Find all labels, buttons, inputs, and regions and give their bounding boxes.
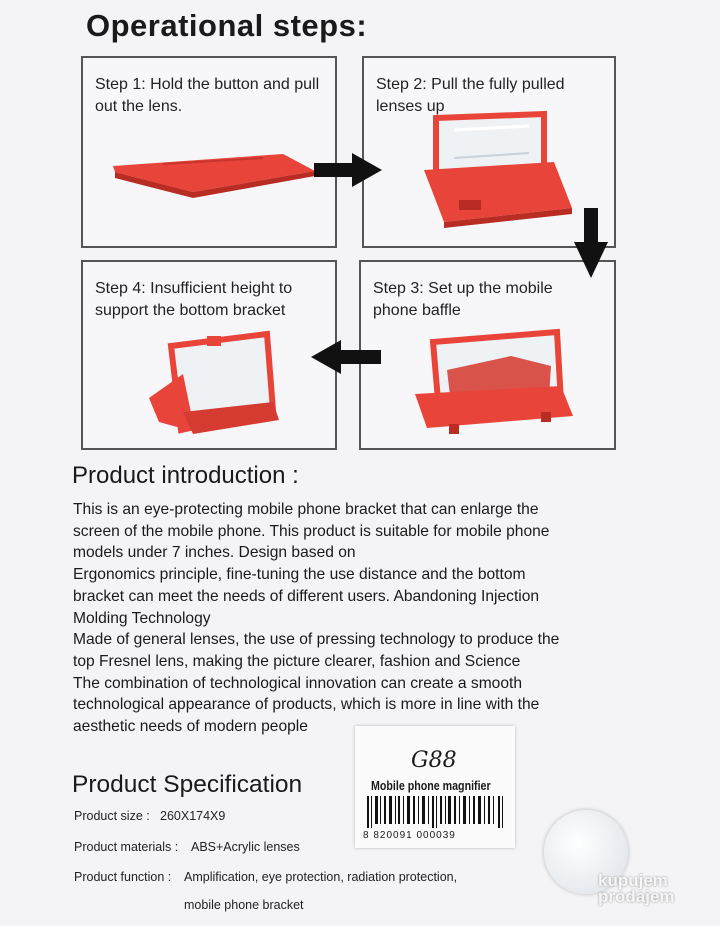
intro-line: aesthetic needs of modern people xyxy=(73,718,308,736)
watermark xyxy=(598,873,675,905)
intro-line: technological appearance of products, which is more in line with the xyxy=(73,696,540,714)
step-2-label: Step 2: Pull the fully pulled lenses up xyxy=(376,76,565,115)
intro-line: models under 7 inches. Design based on xyxy=(73,544,356,562)
intro-line: The combination of technological innovation can create a smooth xyxy=(73,674,523,692)
step-1-label: Step 1: Hold the button and pull out the lens. xyxy=(95,76,320,115)
model-code: G88 xyxy=(411,748,457,773)
spec-function-value-2: mobile phone bracket xyxy=(184,898,304,912)
step-4-product-image xyxy=(83,262,339,452)
intro-line: top Fresnel lens, making the picture clearer, fashion and Science xyxy=(73,652,521,670)
page-title: Operational steps: xyxy=(86,8,368,43)
product-sticker xyxy=(355,726,515,848)
spec-materials-value: ABS+Acrylic lenses xyxy=(191,840,300,854)
arrow-down-icon xyxy=(574,208,608,278)
step-4-panel xyxy=(81,260,337,450)
spec-size-label: Product size : xyxy=(74,809,150,823)
barcode-number: 8 820091 000039 xyxy=(363,830,456,841)
barcode-icon xyxy=(365,796,507,828)
spec-function-label: Product function : xyxy=(74,870,172,884)
step-1-panel xyxy=(81,56,337,248)
intro-heading: Product introduction : xyxy=(72,462,299,489)
intro-line: Ergonomics principle, fine-tuning the use distance and the bottom xyxy=(73,566,526,584)
arrow-right-icon xyxy=(312,153,382,187)
spec-function-value: Amplification, eye protection, radiation protection, xyxy=(184,870,458,884)
intro-paragraph xyxy=(73,499,633,738)
watermark-line: prodajem xyxy=(598,887,675,906)
intro-line: Made of general lenses, the use of pressing technology to produce the xyxy=(73,631,560,649)
arrow-left-icon xyxy=(311,340,381,374)
spec-size-value: 260X174X9 xyxy=(160,809,226,823)
intro-line: This is an eye-protecting mobile phone bracket that can enlarge the xyxy=(73,501,539,518)
spec-materials-label: Product materials : xyxy=(74,840,179,854)
step-3-panel xyxy=(359,260,616,450)
sticker-title: Mobile phone magnifier xyxy=(371,778,491,793)
intro-line: screen of the mobile phone. This product is suitable for mobile phone xyxy=(73,522,550,540)
step-3-label: Step 3: Set up the mobile phone baffle xyxy=(373,280,553,319)
intro-line: Molding Technology xyxy=(73,609,211,627)
spec-heading: Product Specification xyxy=(72,771,303,798)
step-1-product-image xyxy=(83,58,339,250)
step-4-label: Step 4: Insufficient height to support the bottom bracket xyxy=(95,280,293,319)
intro-line: bracket can meet the needs of different users. Abandoning Injection xyxy=(73,587,540,605)
watermark-line: kupujem xyxy=(598,871,668,890)
step-3-product-image xyxy=(361,262,618,452)
